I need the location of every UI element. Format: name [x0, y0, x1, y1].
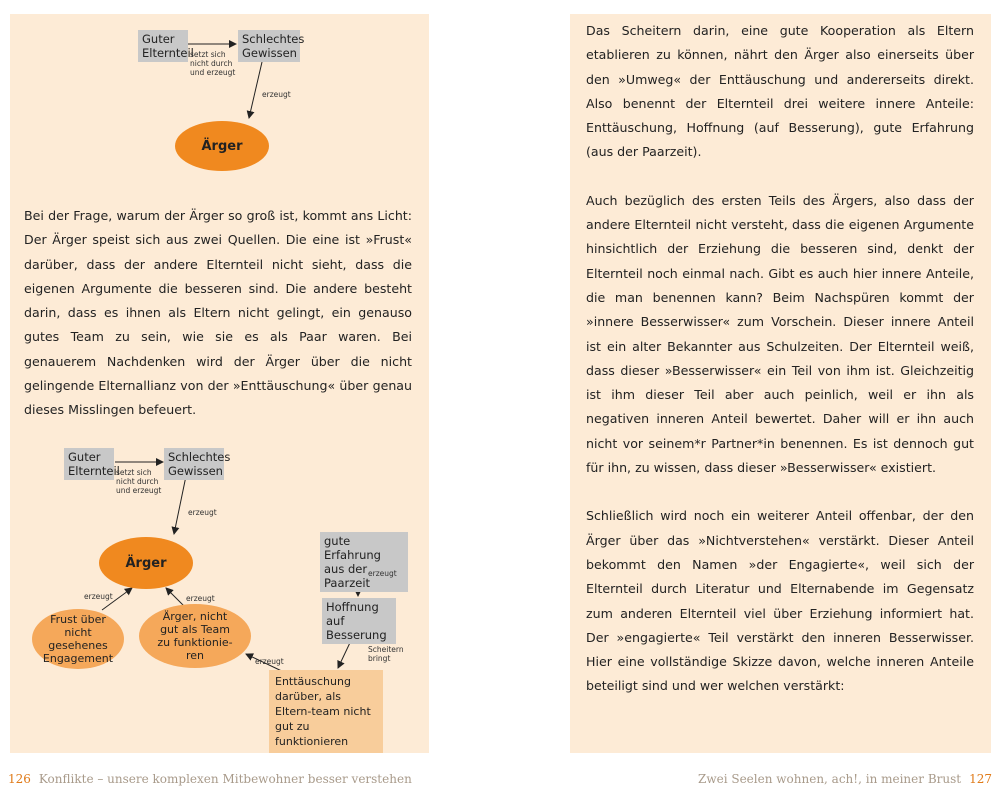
box-hoffnung: Hoffnung auf Besserung [322, 598, 396, 644]
right-paragraph-1: Das Scheitern darin, eine gute Kooperation als Eltern etablieren zu können, nährt den Ärger also einerseits über den »Umweg« der Enttäuschung und andererseits direkt. Also benennt der Elternteil drei weitere innere Anteile: Enttäuschung, Hoffnung (auf Besserung), gute Erfahrung (aus der Paarzeit). [586, 23, 974, 160]
left-paragraph [24, 204, 412, 447]
box-enttaeuschung: Enttäuschung darüber, als Eltern-team nicht gut zu funktionieren [269, 670, 383, 753]
left-page-number: 126 [8, 772, 31, 786]
label-erzeugt-top: erzeugt [188, 508, 217, 517]
arrow-gewissen-to-aerger-1 [249, 62, 262, 118]
right-paragraph-3: Schließlich wird noch ein weiterer Anteil offenbar, der den Ärger über das »Nichtverstehen« verstärkt. Dieser Anteil bekommt den Namen »der Engagierte«, weil sich der Elternteil durch Literatur und Elternabende im Gegensatz zum anderen Elternteil viel über Erziehung informiert hat. Der »engagierte« Teil verstärkt den inneren Besserwisser. Hier eine vollständige Skizze davon, welche inneren Anteile beteiligt sind und wer welchen verstärkt: [586, 508, 974, 694]
label-erzeugt-mid: erzeugt [186, 594, 215, 603]
box-guter-elternteil-2: Guter Elternteil [64, 448, 114, 480]
ellipse-team-label: Ärger, nicht gut als Team zu funktionie-ren [157, 610, 233, 662]
box-schlechtes-gewissen-1: Schlechtes Gewissen [238, 30, 300, 62]
left-paragraph-text: Bei der Frage, warum der Ärger so groß ist, kommt ans Licht: Der Ärger speist sich aus zwei Quellen. Die eine ist »Frust« darüber, dass der andere Elternteil nicht sieht, dass die eigenen Argumente die besseren sind. Die andere besteht darin, dass es ihnen als Eltern nicht gelingt, ein genauso gutes Team zu sein, wie sie es als Paar waren. Bei genauerem Nachdenken wird der Ärger über die nicht gelingende Elternallianz von der »Enttäuschung« über genau dieses Misslingen befeuert. [24, 208, 412, 418]
label-erzeugt-bottom: erzeugt [255, 657, 284, 666]
right-page-number: 127 [969, 772, 992, 786]
right-paragraph-2: Auch bezüglich des ersten Teils des Ärgers, also dass der andere Elternteil nicht versteht, dass die eigenen Argumente hinsichtlich der Erziehung die besseren sind, denkt der Elternteil noch einmal nach. Gibt es auch hier innere Anteile, die man benennen kann? Beim Nachspüren kommt der »innere Besserwisser« zum Vorschein. Dieser innere Anteil ist ein alter Bekannter aus Schulzeiten. Der Elternteil weiß, dass dieser »Besserwisser« ein Teil von ihm ist. Gleichzeitig ist ihm dieser Teil aber auch peinlich, weil er ihn als negativen inneren Anteil bewertet. Daher will er ihn auch nicht vor seinem*r Partner*in benennen. Es ist dennoch gut für ihn, zu wissen, dass dieser »Besserwisser« existiert. [586, 192, 974, 476]
ellipse-aerger-1: Ärger [175, 121, 269, 171]
ellipse-team [139, 604, 251, 668]
box-schlechtes-gewissen-2: Schlechtes Gewissen [164, 448, 224, 480]
ellipse-aerger-2: Ärger [99, 537, 193, 589]
label-erzeugt-right: erzeugt [368, 569, 397, 578]
label-setzt-sich-1: setzt sich nicht durch und erzeugt [190, 50, 236, 77]
label-scheitern-bringt: Scheitern bringt [368, 645, 404, 663]
left-running-title: Konflikte – unsere komplexen Mitbewohner besser verstehen [38, 772, 412, 786]
ellipse-frust-label: Frust über nicht gesehenes Engagement [42, 613, 114, 665]
arrow-gewissen-to-aerger-2 [174, 476, 186, 534]
left-footer [8, 772, 412, 786]
label-erzeugt-left: erzeugt [84, 592, 113, 601]
label-setzt-sich-2: setzt sich nicht durch und erzeugt [116, 468, 162, 495]
ellipse-frust [32, 609, 124, 669]
box-gute-erfahrung: gute Erfahrung aus der Paarzeit [320, 532, 408, 592]
right-running-title: Zwei Seelen wohnen, ach!, in meiner Brust [698, 772, 962, 786]
right-text [586, 19, 974, 723]
box-guter-elternteil-1: Guter Elternteil [138, 30, 188, 62]
right-footer [698, 772, 992, 786]
label-erzeugt-1: erzeugt [262, 90, 291, 99]
